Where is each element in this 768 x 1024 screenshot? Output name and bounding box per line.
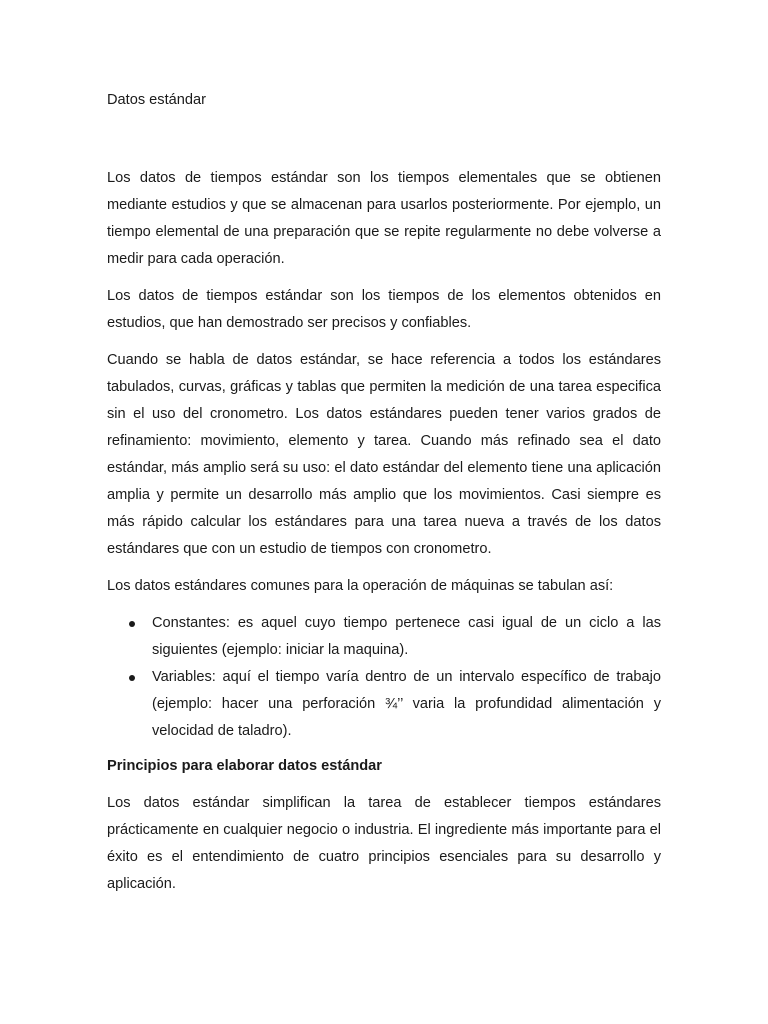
list-item-text: Variables: aquí el tiempo varía dentro de un intervalo específico de trabajo (ejemplo: hacer una perforación ¾’’ varia la profundidad alimentación y velocidad de taladro). <box>152 669 661 739</box>
paragraph-closing: Los datos estándar simplifican la tarea de establecer tiempos estándares prácticamente en cualquier negocio o industria. El ingrediente más importante para el éxito es el entendimiento de cuatro principios esenciales para su desarrollo y aplicación. <box>107 795 661 892</box>
paragraph-list-intro: Los datos estándares comunes para la operación de máquinas se tabulan así: <box>107 578 614 594</box>
paragraph-explanation: Cuando se habla de datos estándar, se hace referencia a todos los estándares tabulados, curvas, gráficas y tablas que permiten la medición de una tarea especifica sin el uso del cronometro. Los datos estándares pueden tener varios grados de refinamiento: movimiento, elemento y tarea. Cuando más refinado sea el dato estándar, más amplio será su uso: el dato estándar del elemento tiene una aplicación amplia y permite un desarrollo más amplio que los movimientos. Casi siempre es más rápido calcular los estándares para una tarea nueva a través de los datos estándares que con un estudio de tiempos con cronometro. <box>107 352 661 557</box>
paragraph-definition: Los datos de tiempos estándar son los tiempos de los elementos obtenidos en estudios, que han demostrado ser precisos y confiables. <box>107 288 661 331</box>
list-item-constantes <box>107 610 661 664</box>
document-body <box>107 87 661 908</box>
document-title: Datos estándar <box>107 92 206 108</box>
paragraph-intro: Los datos de tiempos estándar son los tiempos elementales que se obtienen mediante estudios y que se almacenan para usarlos posteriormente. Por ejemplo, un tiempo elemental de una preparación que se repite regularmente no debe volverse a medir para cada operación. <box>107 170 661 267</box>
bullet-icon <box>129 675 135 681</box>
list-item-variables <box>107 664 661 745</box>
list-item-text: Constantes: es aquel cuyo tiempo pertenece casi igual de un ciclo a las siguientes (ejemplo: iniciar la maquina). <box>152 615 661 658</box>
bullet-icon <box>129 621 135 627</box>
bullet-list <box>107 610 661 745</box>
section-heading: Principios para elaborar datos estándar <box>107 758 382 774</box>
